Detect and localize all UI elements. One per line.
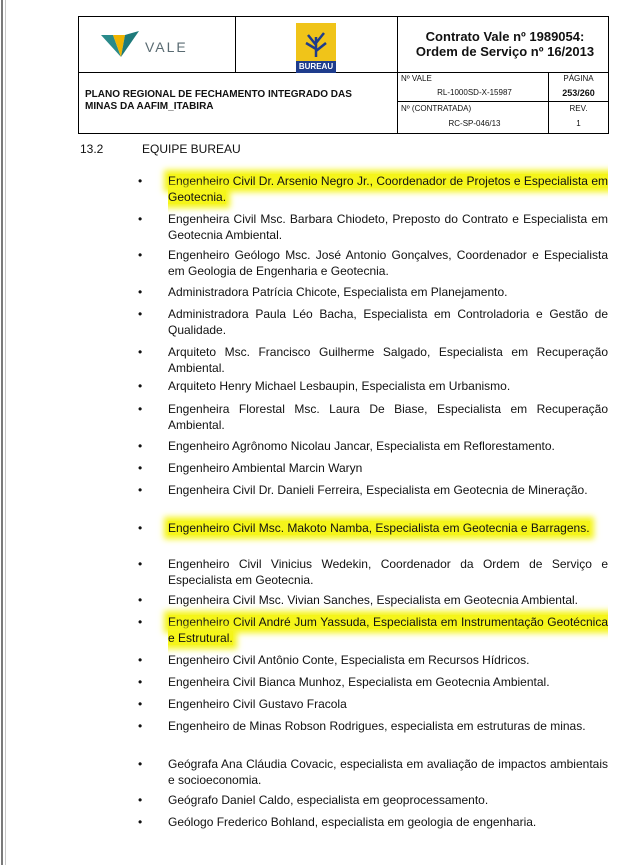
team-member-item [168, 344, 608, 376]
team-member-text: Engenheiro de Minas Robson Rodrigues, especialista em estruturas de minas. [168, 719, 586, 733]
team-member-item [168, 173, 608, 205]
bullet-icon: • [138, 593, 143, 607]
bullet-icon: • [138, 757, 143, 771]
n-contratada-value: RC-SP-046/13 [448, 119, 501, 128]
team-member-text: Engenheira Civil Bianca Munhoz, Especialista em Geotecnia Ambiental. [168, 675, 550, 689]
bureau-logo-text: BUREAU [296, 61, 336, 73]
pagina-label: PÁGINA [563, 74, 594, 83]
bullet-icon: • [138, 557, 143, 571]
team-member-item [168, 718, 608, 734]
bullet-icon: • [138, 675, 143, 689]
team-member-text: Geógrafo Daniel Caldo, especialista em geoprocessamento. [168, 793, 489, 807]
contract-info [401, 29, 609, 59]
team-member-text: Arquiteto Henry Michael Lesbaupin, Especialista em Urbanismo. [168, 379, 511, 393]
vale-logo [101, 29, 221, 63]
bullet-icon: • [138, 212, 143, 226]
contract-number: Contrato Vale nº 1989054: [425, 29, 585, 44]
team-member-text: Engenheiro Civil Dr. Arsenio Negro Jr., Coordenador de Projetos e Especialista em Geotecnia. [168, 174, 608, 204]
team-member-text: Geólogo Frederico Bohland, especialista em geologia de engenharia. [168, 815, 537, 829]
team-member-item [168, 556, 608, 588]
bullet-icon: • [138, 402, 143, 416]
team-member-item [168, 696, 608, 712]
bureau-logo [296, 23, 336, 73]
team-member-item [168, 792, 608, 808]
plan-title: PLANO REGIONAL DE FECHAMENTO INTEGRADO DAS MINAS DA AAFIM_ITABIRA [85, 89, 352, 112]
rev-label: REV. [569, 104, 588, 113]
team-member-text: Engenheira Civil Dr. Danieli Ferreira, Especialista em Geotecnia de Mineração. [168, 483, 588, 497]
team-member-item [168, 756, 608, 788]
bullet-icon: • [138, 653, 143, 667]
n-contratada-label: Nº (CONTRATADA) [401, 104, 472, 113]
bullet-icon: • [138, 521, 143, 535]
n-vale-value: RL-1000SD-X-15987 [437, 88, 512, 97]
pagina-value: 253/260 [562, 88, 595, 98]
bullet-icon: • [138, 483, 143, 497]
team-member-item [168, 614, 608, 646]
team-member-item [168, 520, 608, 536]
team-member-text: Engenheiro Agrônomo Nicolau Jancar, Especialista em Reflorestamento. [168, 439, 555, 453]
n-vale-label: Nº VALE [401, 74, 432, 83]
document-header [78, 16, 609, 134]
team-member-item [168, 211, 608, 243]
team-member-item [168, 592, 608, 608]
bullet-icon: • [138, 345, 143, 359]
section-title: EQUIPE BUREAU [142, 142, 241, 156]
bullet-icon: • [138, 174, 143, 188]
section-number: 13.2 [80, 142, 104, 156]
vale-logo-text: VALE [145, 39, 188, 55]
bullet-icon: • [138, 697, 143, 711]
team-member-item [168, 674, 608, 690]
service-order: Ordem de Serviço nº 16/2013 [415, 44, 595, 59]
bullet-icon: • [138, 307, 143, 321]
team-member-item [168, 247, 608, 279]
team-member-item [168, 438, 608, 454]
team-member-item [168, 401, 608, 433]
team-member-text: Engenheira Florestal Msc. Laura De Biase, Especialista em Recuperação Ambiental. [168, 402, 608, 432]
bullet-icon: • [138, 615, 143, 629]
team-member-text: Engenheiro Geólogo Msc. José Antonio Gonçalves, Coordenador e Especialista em Geologia de Engenharia e Geotecnia. [168, 248, 608, 278]
team-member-item [168, 482, 608, 498]
team-member-text: Geógrafa Ana Cláudia Covacic, especialista em avaliação de impactos ambientais e socioeconomia. [168, 757, 608, 787]
team-member-text: Engenheiro Civil Msc. Makoto Namba, Especialista em Geotecnia e Barragens. [168, 521, 590, 535]
team-member-item [168, 378, 608, 394]
team-member-text: Engenheiro Civil Vinicius Wedekin, Coordenador da Ordem de Serviço e Especialista em Geotecnia. [168, 557, 608, 587]
bullet-icon: • [138, 285, 143, 299]
bullet-icon: • [138, 815, 143, 829]
team-member-text: Engenheiro Civil André Jum Yassuda, Especialista em Instrumentação Geotécnica e Estrutural. [168, 615, 608, 645]
team-member-text: Engenheiro Civil Gustavo Fracola [168, 697, 347, 711]
team-member-text: Engenheira Civil Msc. Barbara Chiodeto, Preposto do Contrato e Especialista em Geotecnia Ambiental. [168, 212, 608, 242]
team-member-text: Engenheiro Ambiental Marcin Waryn [168, 461, 363, 475]
page-edge-shadow [5, 0, 6, 865]
bullet-icon: • [138, 248, 143, 262]
team-member-text: Administradora Paula Léo Bacha, Especialista em Controladoria e Gestão de Qualidade. [168, 307, 608, 337]
team-member-text: Administradora Patrícia Chicote, Especialista em Planejamento. [168, 285, 508, 299]
team-member-item [168, 306, 608, 338]
team-member-item [168, 460, 608, 476]
team-member-item [168, 814, 608, 830]
page-edge [1, 0, 3, 865]
bullet-icon: • [138, 379, 143, 393]
team-member-text: Arquiteto Msc. Francisco Guilherme Salgado, Especialista em Recuperação Ambiental. [168, 345, 608, 375]
bullet-icon: • [138, 461, 143, 475]
bullet-icon: • [138, 439, 143, 453]
team-member-item [168, 652, 608, 668]
bullet-icon: • [138, 719, 143, 733]
team-member-item [168, 284, 608, 300]
bullet-icon: • [138, 793, 143, 807]
rev-value: 1 [576, 119, 581, 128]
team-member-text: Engenheiro Civil Antônio Conte, Especialista em Recursos Hídricos. [168, 653, 530, 667]
team-member-text: Engenheira Civil Msc. Vivian Sanches, Especialista em Geotecnia Ambiental. [168, 593, 578, 607]
